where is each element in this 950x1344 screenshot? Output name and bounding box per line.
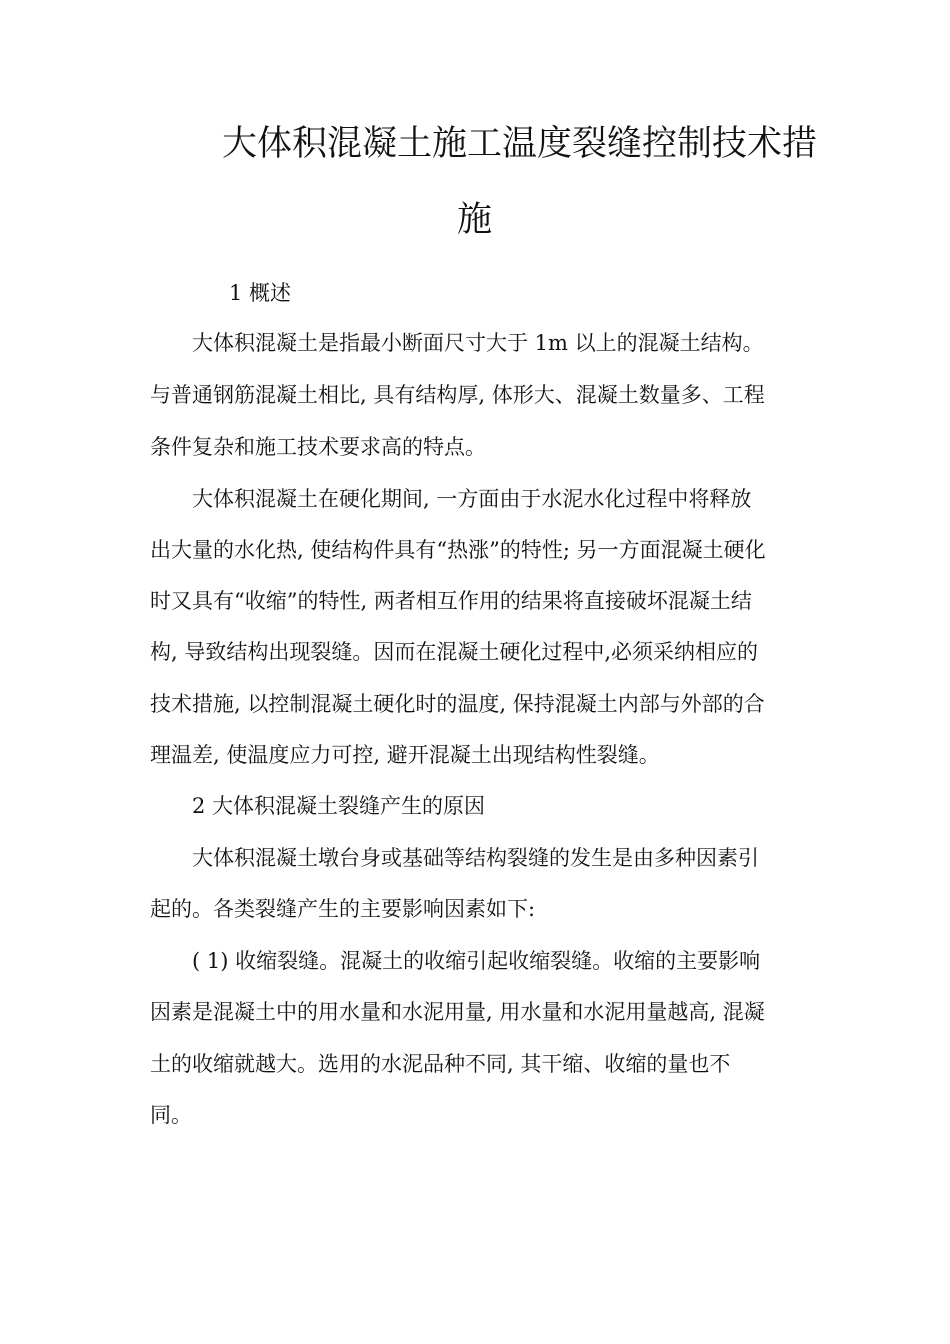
paragraph-line: 大体积混凝土墩台身或基础等结构裂缝的发生是由多种因素引 [192,846,759,870]
paragraph-line: 同。 [150,1103,192,1127]
paragraph-line: 条件复杂和施工技术要求高的特点。 [150,435,486,459]
paragraph-line: 与普通钢筋混凝土相比, 具有结构厚, 体形大、混凝土数量多、工程 [150,383,765,407]
paragraph-line: 出大量的水化热, 使结构件具有“热涨”的特性; 另一方面混凝土硬化 [150,538,766,562]
paragraph-line: 技术措施, 以控制混凝土硬化时的温度, 保持混凝土内部与外部的合 [150,692,765,716]
paragraph-line: 大体积混凝土在硬化期间, 一方面由于水泥水化过程中将释放 [192,487,752,511]
paragraph-line: 构, 导致结构出现裂缝。因而在混凝土硬化过程中,必须采纳相应的 [150,640,759,664]
document-title-line-2: 施 [457,200,493,240]
paragraph-line: 起的。各类裂缝产生的主要影响因素如下: [150,897,536,921]
document-title-line-1: 大体积混凝土施工温度裂缝控制技术措 [222,124,818,164]
paragraph-line: 大体积混凝土是指最小断面尺寸大于 1m 以上的混凝土结构。 [192,331,764,355]
section-heading-overview: 1 概述 [229,281,292,305]
paragraph-line: 因素是混凝土中的用水量和水泥用量, 用水量和水泥用量越高, 混凝 [150,1000,765,1024]
paragraph-line: ( 1) 收缩裂缝。混凝土的收缩引起收缩裂缝。收缩的主要影响 [192,949,761,973]
paragraph-line: 土的收缩就越大。选用的水泥品种不同, 其干缩、收缩的量也不 [150,1052,731,1076]
section-heading-causes: 2 大体积混凝土裂缝产生的原因 [192,794,486,818]
paragraph-line: 时又具有“收缩”的特性, 两者相互作用的结果将直接破坏混凝土结 [150,589,752,613]
paragraph-line: 理温差, 使温度应力可控, 避开混凝土出现结构性裂缝。 [150,743,660,767]
